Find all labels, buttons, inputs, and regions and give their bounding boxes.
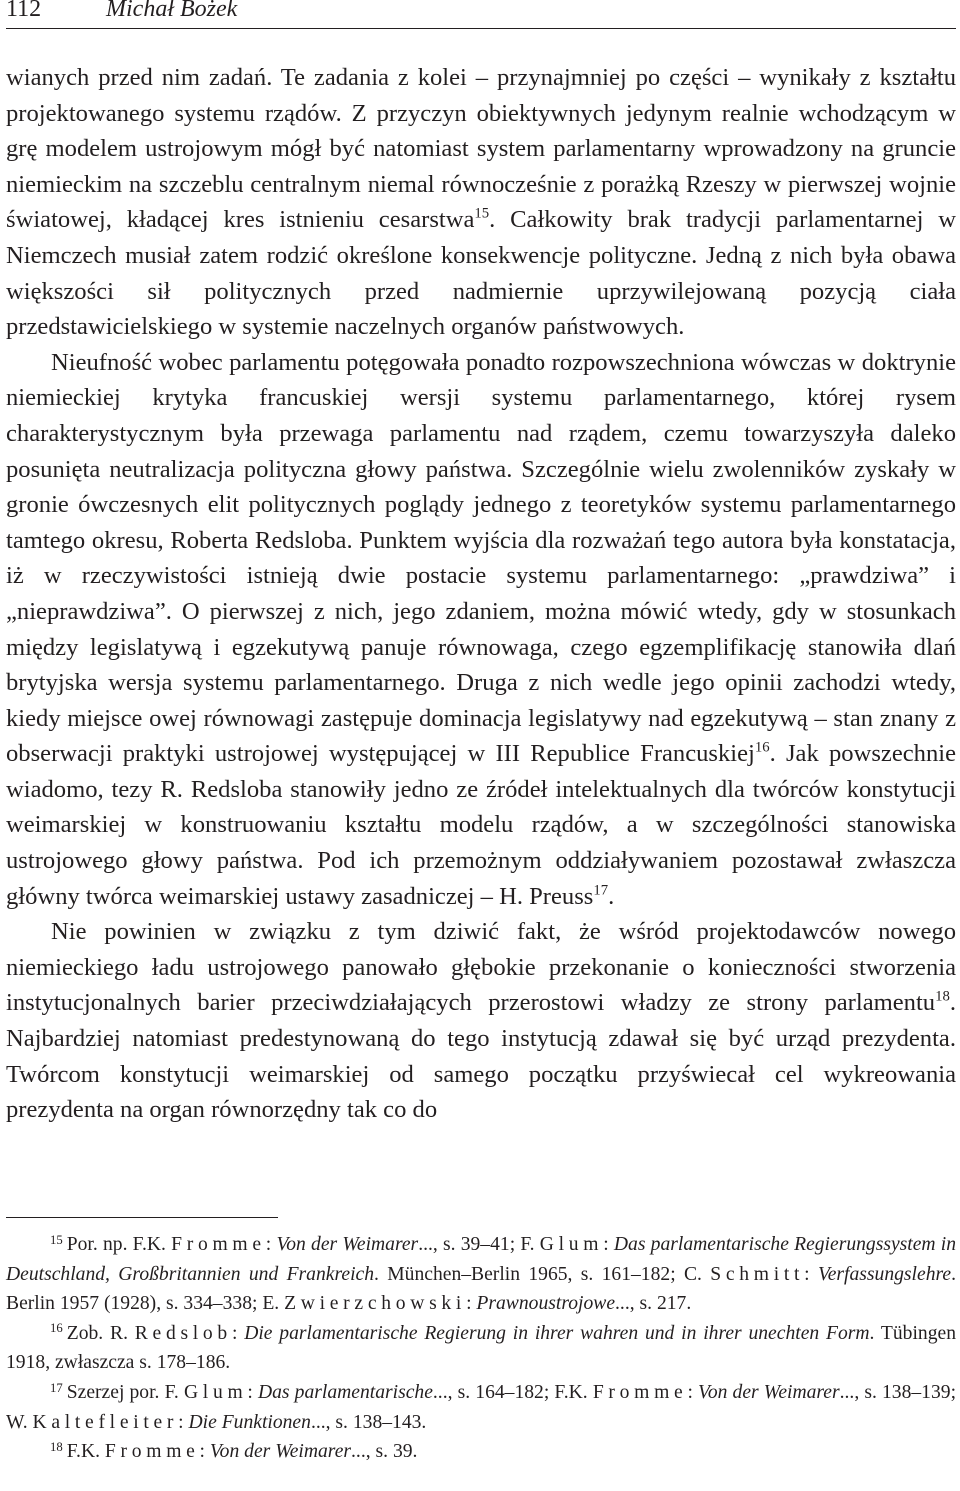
- author-name: Fromme: [592, 1381, 688, 1403]
- paragraph-2: [6, 345, 956, 915]
- author-name: Redslob: [134, 1322, 232, 1344]
- work-title: Die Funktionen: [188, 1411, 311, 1433]
- footnote-text: :: [265, 1234, 277, 1255]
- footnote-text: :: [231, 1322, 245, 1344]
- footnotes: [6, 1230, 956, 1467]
- paragraph-3: [6, 914, 956, 1128]
- paragraph-text: Nieufność wobec parlamentu potęgowała ponadto rozpowszechniona wówczas w doktrynie niemieckiej krytyka francuskiej wersji systemu parlamentarnego, której rysem charakterystycznym była przewaga parlamentu nad rządem, czemu towarzyszyła daleko posunięta neutralizacja polityczna głowy państwa. Szczególnie wielu zwolenników zyskały w gronie ówczesnych elit politycznych poglądy jednego z teoretyków systemu parlamentarnego tamtego okresu, Roberta Redsloba. Punktem wyjścia dla rozważań tego autora była konstatacja, iż w rzeczywistości istnieją dwie postacie systemu parlamentarnego: „prawdziwa” i „nieprawdziwa”. O pierwszej z nich, jego zdaniem, można mówić wtedy, gdy w stosunkach między legislatywą i egzekutywą panuje równowaga, czego egzemplifikację stanowiła dlań brytyjska wersja systemu parlamentarnego. Druga z nich wedle jego opinii zachodzi wtedy, kiedy miejsce owej równowagi zastępuje dominacja legislatywy nad egzekutywą – stan znany z obserwacji praktyki ustrojowej występującej w III Republice Francuskiej: [6, 348, 956, 768]
- paragraph-text: . Najbardziej natomiast predestynowaną do tego instytucją zdawał się być urząd prezydenta. Twórcom konstytucji weimarskiej od samego początku przyświecał cel wykreowania prezydenta na organ równorzędny tak co do: [6, 989, 956, 1124]
- author-name: Kaltefleiter: [32, 1411, 179, 1433]
- footnote-text: Szerzej por. F.: [66, 1381, 184, 1403]
- footnote-number: 17: [50, 1380, 63, 1395]
- work-title: Von der Weimarer: [276, 1234, 419, 1255]
- work-title: Prawnoustrojowe: [476, 1293, 616, 1315]
- footnote-text: :: [247, 1381, 258, 1403]
- footnote-text: ..., s. 217.: [615, 1293, 692, 1315]
- footnote-number: 18: [50, 1439, 63, 1454]
- footnote-text: ..., s. 138–143.: [310, 1411, 427, 1433]
- paragraph-text: . Jak powszechnie wiadomo, tezy R. Redsloba stanowiły jedno ze źródeł intelektualnych dla twórców konstytucji weimarskiej w konstruowaniu kształtu modelu rządów, a w szczególności stanowiska ustrojowego głowy państwa. Pod ich przemożnym oddziaływaniem pozostawał zwłaszcza główny twórca weimarskiej ustawy zasadniczej – H. Preuss: [6, 740, 956, 910]
- footnote-text: ..., s. 39–41; F.: [418, 1234, 540, 1255]
- footnote-text: ..., s. 39.: [351, 1441, 418, 1463]
- footnote-number: 15: [50, 1232, 63, 1247]
- work-title: Verfassungslehre: [817, 1263, 952, 1285]
- author-name: Zwierzchowski: [284, 1293, 467, 1315]
- footnote-ref-16[interactable]: 16: [754, 739, 770, 756]
- paragraph-text: Nie powinien w związku z tym dziwić fakt, że wśród projektodawców nowego niemieckiego ładu ustrojowego panowało głębokie przekonanie o konieczności stworzenia instytucjonalnych barier przeciwdziałających przerostowi władzy ze strony parlamentu: [6, 918, 956, 1017]
- footnote-text: Por. np. F.K.: [66, 1234, 172, 1255]
- footnote-text: :: [178, 1411, 189, 1433]
- footnote-text: . Berlin 1957 (1928), s. 334–338; E.: [6, 1263, 956, 1315]
- running-head: Michał Bożek: [106, 0, 238, 22]
- footnote-ref-15[interactable]: 15: [474, 205, 490, 222]
- page-header: [6, 0, 952, 32]
- footnote-separator: [6, 1217, 278, 1218]
- author-name: Schmitt: [710, 1263, 805, 1285]
- author-name: Fromme: [104, 1441, 200, 1463]
- author-name: Glum: [183, 1381, 248, 1403]
- paragraph-text: .: [608, 882, 615, 910]
- page-number: 112: [6, 0, 42, 22]
- footnote-text: :: [804, 1263, 818, 1285]
- work-title: Die parlamentarische Regierung in ihrer wahren und in ihrer unechten Form: [244, 1322, 870, 1344]
- author-name: Fromme: [171, 1234, 266, 1255]
- paragraph-text: wianych przed nim zadań. Te zadania z kolei – przynajmniej po części – wynikały z kształtu projektowanego systemu rządów. Z przyczyn obiektywnych jedynym realnie wchodzącym w grę modelem ustrojowym mógł być natomiast system parlamentarny wprowadzony na gruncie niemieckim na szczeblu centralnym niemal równocześnie z porażką Rzeszy w pierwszej wojnie światowej, kładącej kres istnieniu cesarstwa: [6, 64, 956, 234]
- work-title: Von der Weimarer: [698, 1381, 840, 1403]
- footnote-ref-18[interactable]: 18: [935, 988, 950, 1005]
- footnote-text: . München–Berlin 1965, s. 161–182; C.: [374, 1263, 711, 1285]
- footnote-text: ..., s. 138–139; W.: [6, 1381, 957, 1433]
- footnote-text: :: [603, 1234, 614, 1255]
- footnote-text: :: [199, 1441, 210, 1463]
- footnote-17: [6, 1378, 956, 1437]
- footnote-text: :: [466, 1293, 477, 1315]
- footnote-18: [6, 1437, 956, 1467]
- work-title: Das parlamentarische: [257, 1381, 433, 1403]
- footnote-number: 16: [50, 1321, 63, 1336]
- author-name: Glum: [539, 1234, 604, 1255]
- work-title: Das parlamentarische Regierungssystem in Deutschland, Großbritannien und Frankreich: [6, 1234, 957, 1285]
- footnote-text: :: [687, 1381, 699, 1403]
- footnote-text: . Tübingen 1918, zwłaszcza s. 178–186.: [6, 1322, 956, 1374]
- header-rule: [6, 28, 956, 29]
- footnote-text: ..., s. 164–182; F.K.: [432, 1381, 593, 1403]
- paragraph-text: . Całkowity brak tradycji parlamentarnej w Niemczech musiał zatem rodzić określone konsekwencje polityczne. Jedną z nich była obawa większości sił politycznych przed nadmiernie uprzywilejowaną pozycją ciała przedstawicielskiego w systemie naczelnych organów państwowych.: [6, 206, 956, 341]
- footnote-15: [6, 1230, 956, 1319]
- footnote-ref-17[interactable]: 17: [593, 882, 609, 899]
- work-title: Von der Weimarer: [209, 1441, 352, 1463]
- paragraph-1: [6, 60, 956, 345]
- footnote-text: Zob. R.: [66, 1322, 135, 1344]
- footnote-16: [6, 1319, 956, 1378]
- main-text: [6, 60, 956, 1128]
- footnote-text: F.K.: [66, 1441, 105, 1463]
